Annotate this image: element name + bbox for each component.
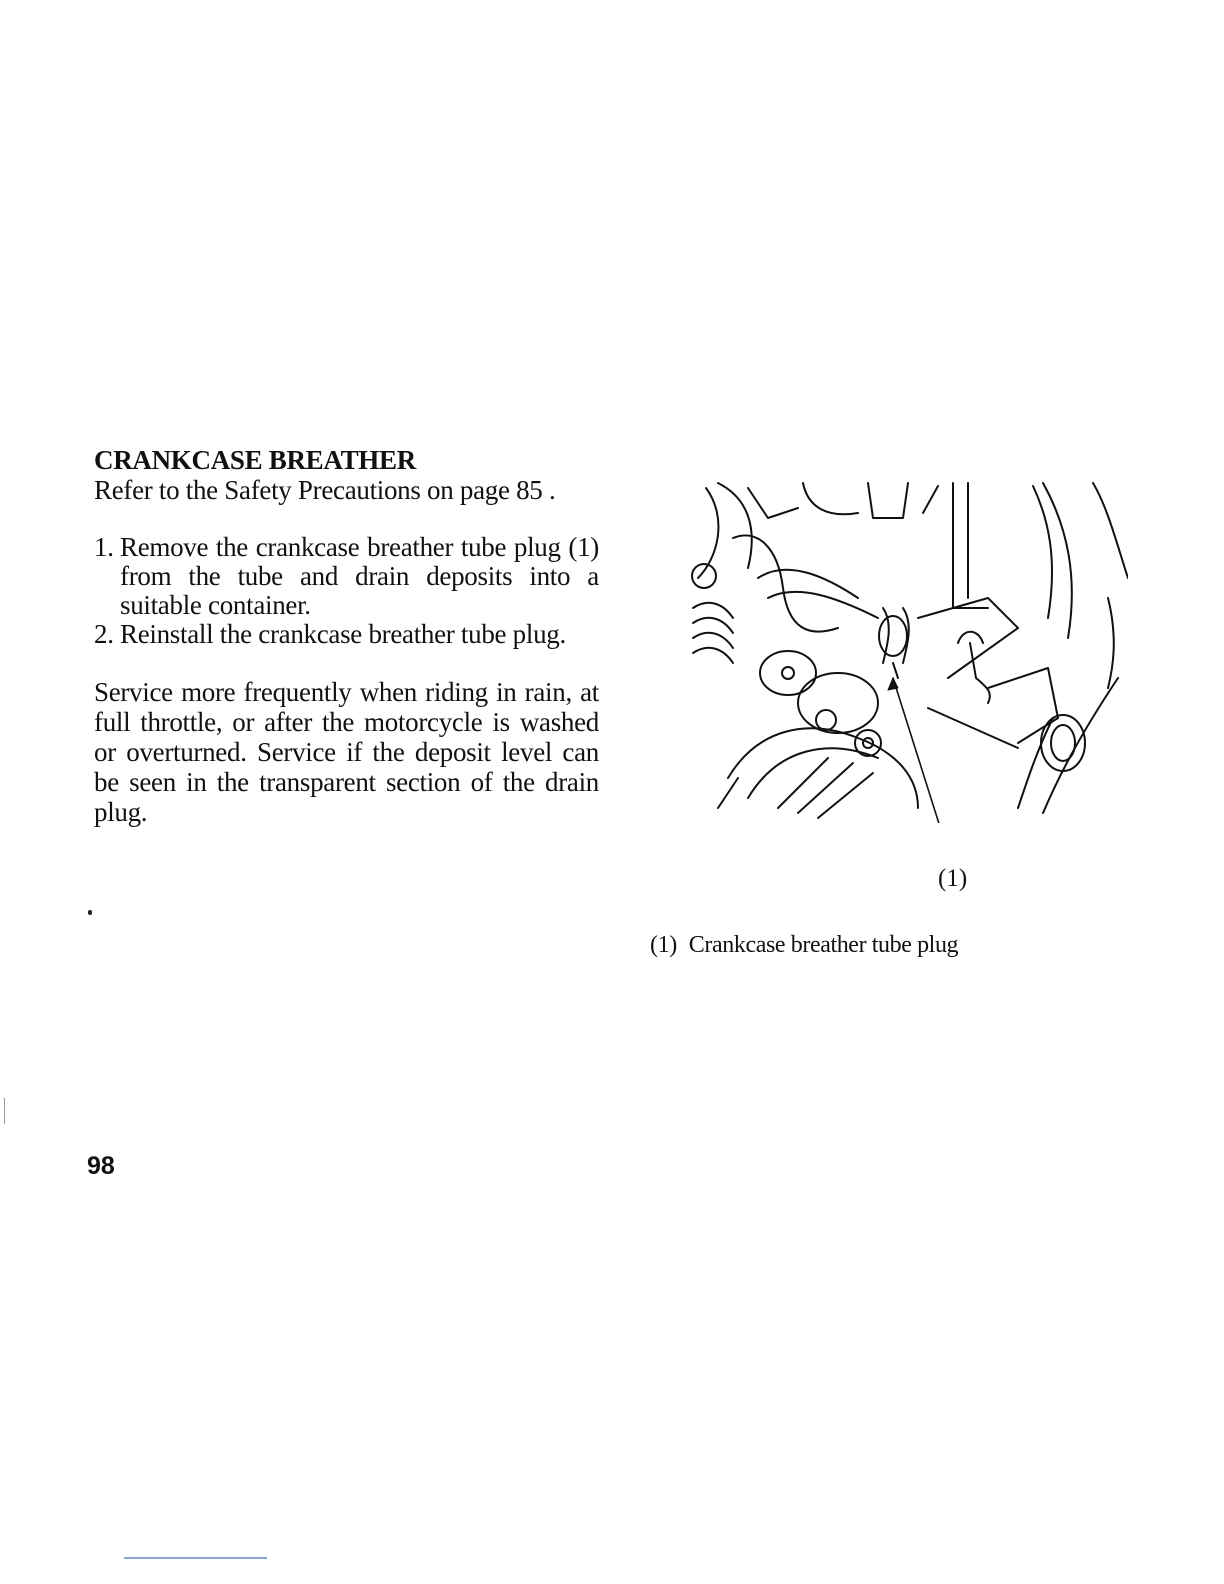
bottom-rule bbox=[124, 1557, 267, 1559]
step-item bbox=[94, 620, 599, 649]
stray-mark bbox=[88, 910, 92, 915]
step-text: Reinstall the crankcase breather tube plug. bbox=[120, 619, 566, 649]
safety-reference: Refer to the Safety Precautions on page 85 . bbox=[94, 475, 556, 505]
text-column bbox=[94, 445, 599, 827]
caption-number: (1) bbox=[650, 932, 677, 958]
step-number: 1. bbox=[94, 532, 114, 562]
service-note: Service more frequently when riding in rain, at full throttle, or after the motorcycle is washed or overturned. Service if the deposit level can be seen in the transparent section of the drain plug. bbox=[94, 677, 599, 827]
engine-illustration bbox=[688, 478, 1128, 823]
caption-text: Crankcase breather tube plug bbox=[688, 932, 959, 958]
step-text: Remove the crankcase breather tube plug (1) from the tube and drain deposits into a suitable container. bbox=[120, 532, 599, 620]
step-number: 2. bbox=[94, 619, 114, 649]
figure-caption bbox=[650, 932, 958, 959]
step-item bbox=[94, 533, 599, 620]
scan-edge-mark bbox=[4, 1098, 5, 1124]
section-title: CRANKCASE BREATHER bbox=[94, 445, 416, 475]
page-number: 98 bbox=[87, 1152, 115, 1180]
figure-callout-label: (1) bbox=[938, 865, 968, 892]
steps-list bbox=[94, 533, 599, 649]
